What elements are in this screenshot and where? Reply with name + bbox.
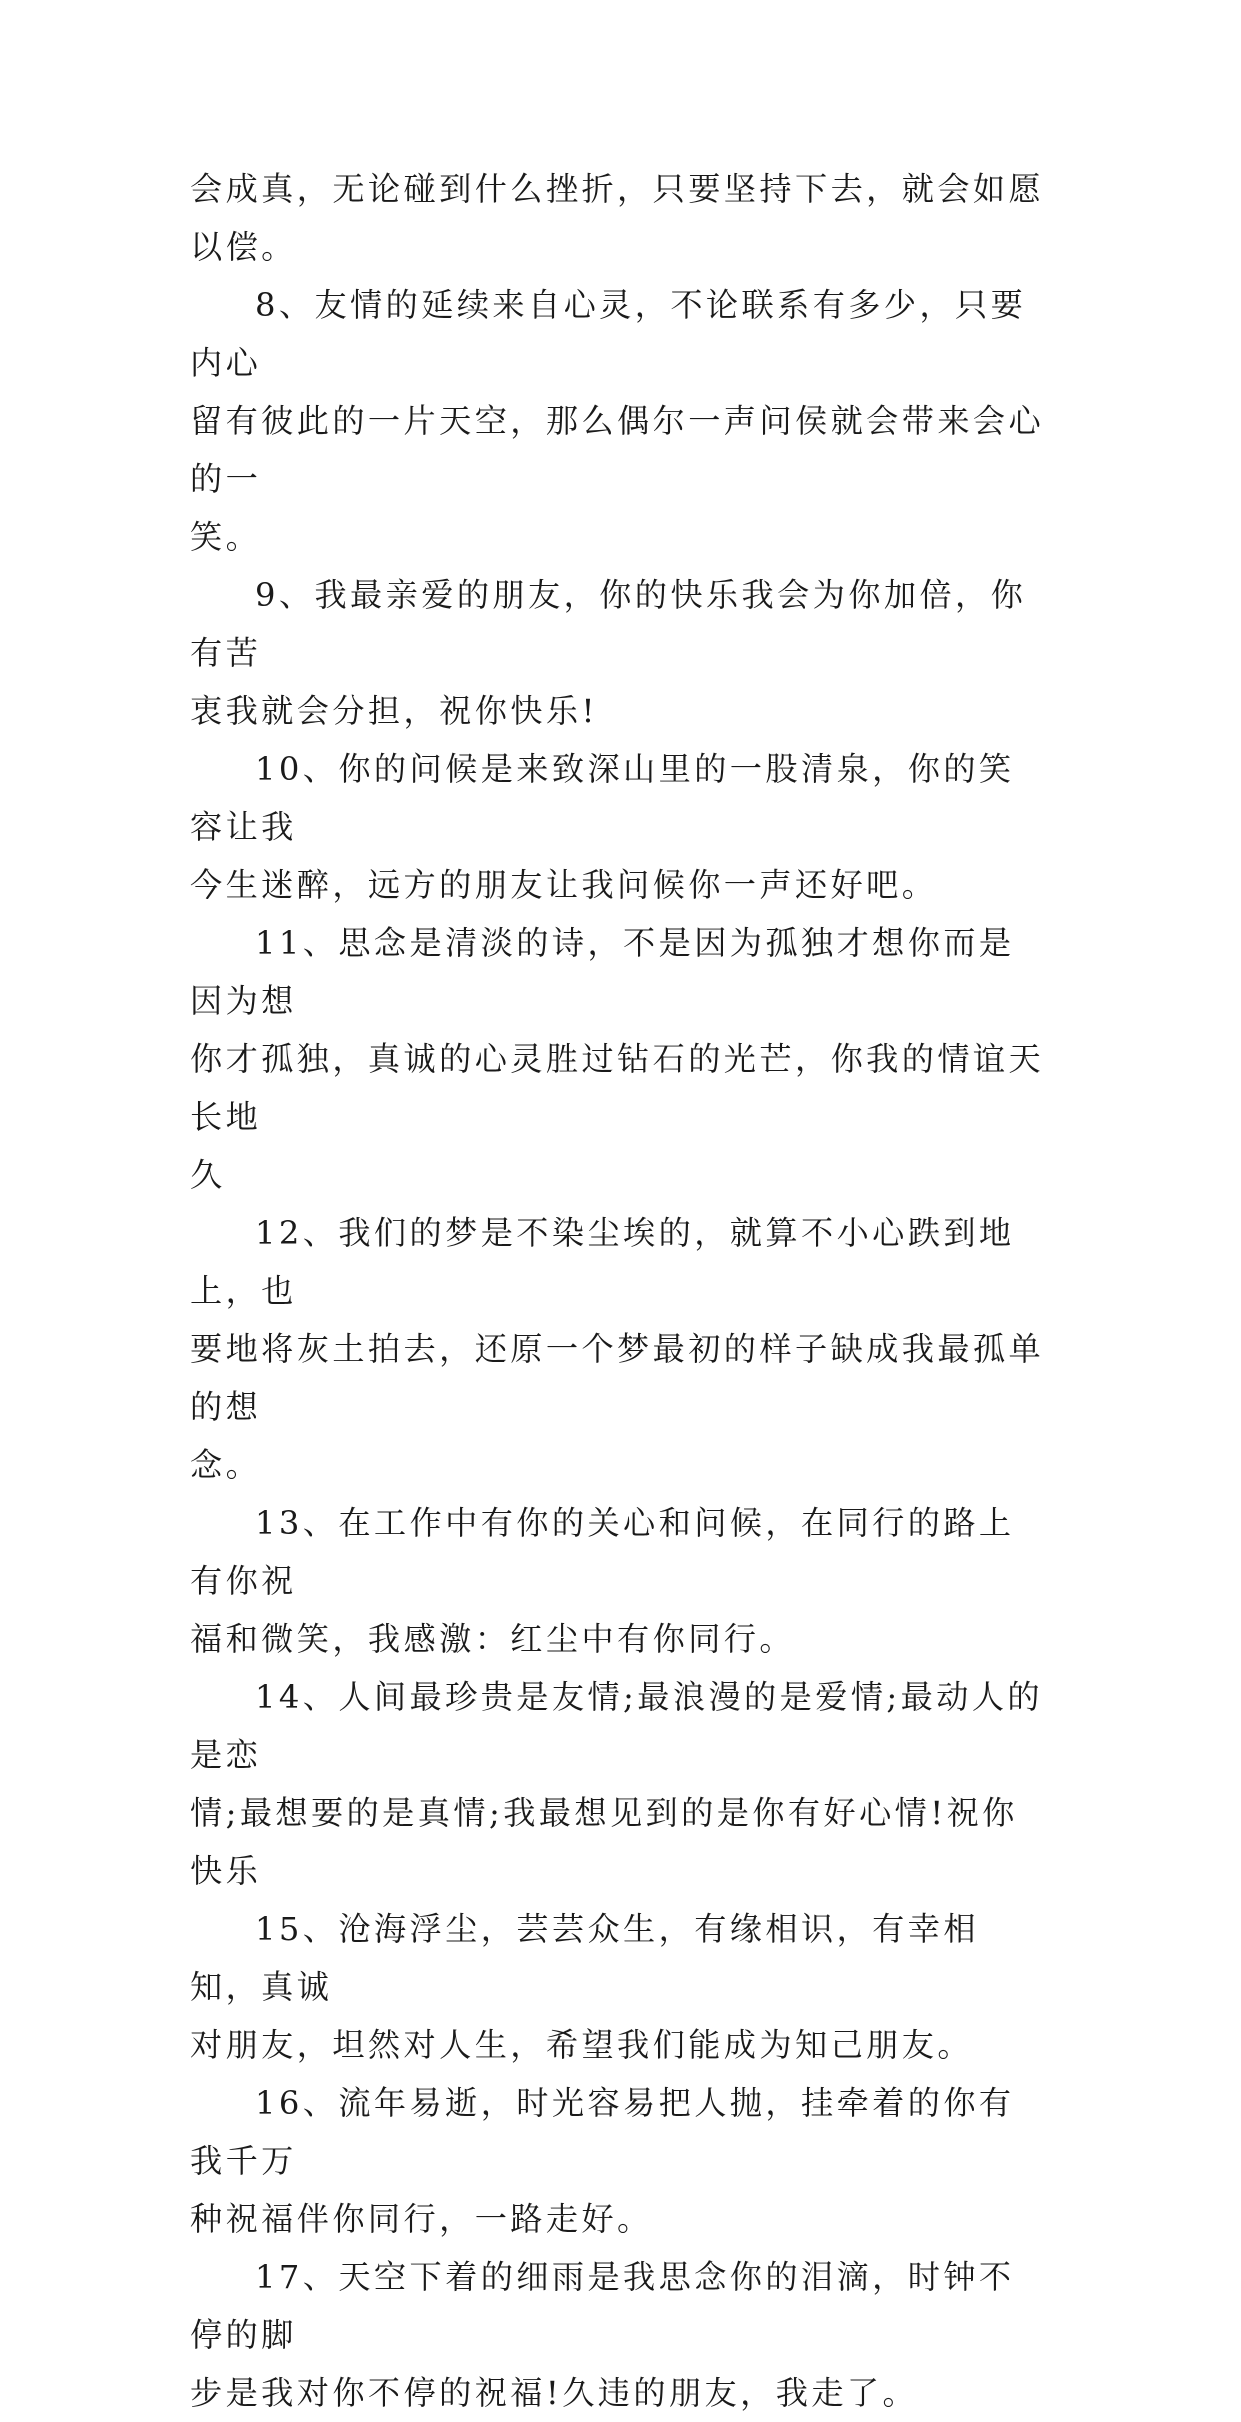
paragraph-item-8: 8、友情的延续来自心灵，不论联系有多少，只要内心 留有彼此的一片天空，那么偶尔一声问侯就会带来会心的一 笑。 <box>190 286 1045 556</box>
paragraph-item-15: 15、沧海浮尘，芸芸众生，有缘相识，有幸相知，真诚 对朋友，坦然对人生，希望我们能成为知己朋友。 <box>190 1910 979 2064</box>
paragraph-item-10: 10、你的问候是来致深山里的一股清泉，你的笑容让我 今生迷醉，远方的朋友让我问候你一声还好吧。 <box>190 750 1015 904</box>
paragraph-item-11: 11、思念是清淡的诗，不是因为孤独才想你而是因为想 你才孤独，真诚的心灵胜过钻石的光芒，你我的情谊天长地 久 <box>190 924 1045 1194</box>
paragraph-item-16: 16、流年易逝，时光容易把人抛，挂牵着的你有我千万 种祝福伴你同行，一路走好。 <box>190 2084 1015 2238</box>
document-page <box>190 160 1050 2422</box>
paragraph-item-14: 14、人间最珍贵是友情;最浪漫的是爱情;最动人的是恋 情;最想要的是真情;我最想见到的是你有好心情!祝你快乐 <box>190 1678 1043 1890</box>
paragraph-item-9: 9、我最亲爱的朋友，你的快乐我会为你加倍，你有苦 衷我就会分担，祝你快乐! <box>190 576 1027 730</box>
paragraph-item-12: 12、我们的梦是不染尘埃的，就算不小心跌到地上，也 要地将灰土拍去，还原一个梦最初的样子缺成我最孤单的想 念。 <box>190 1214 1045 1484</box>
paragraph-item-17: 17、天空下着的细雨是我思念你的泪滴，时钟不停的脚 步是我对你不停的祝福!久违的朋友，我走了。 <box>190 2258 1015 2412</box>
paragraph-continuation: 会成真，无论碰到什么挫折，只要坚持下去，就会如愿以偿。 <box>190 170 1045 266</box>
paragraph-item-13: 13、在工作中有你的关心和问候，在同行的路上有你祝 福和微笑，我感激：红尘中有你同行。 <box>190 1504 1015 1658</box>
